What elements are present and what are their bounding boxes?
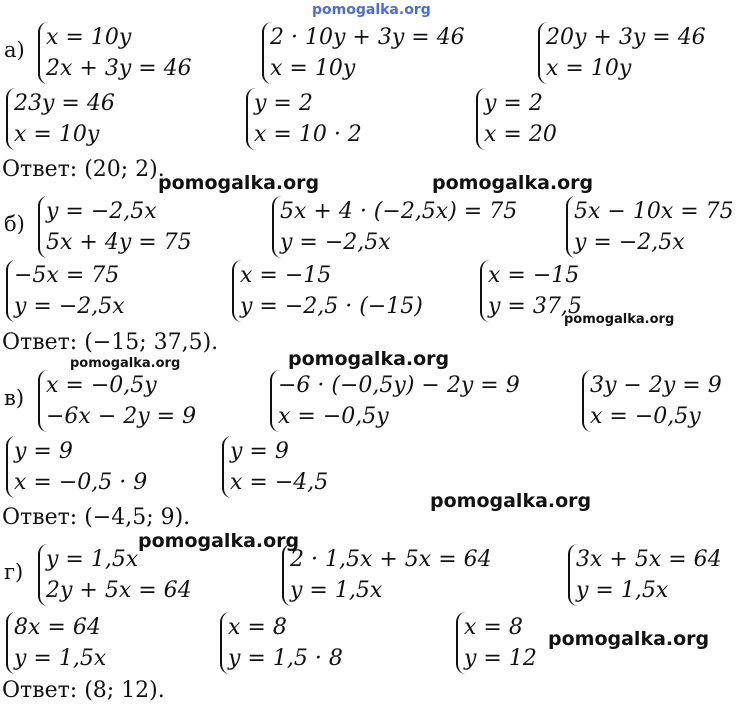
part-a-system-4	[6, 88, 115, 150]
equation: y = 1,5x	[46, 547, 139, 572]
part-d-system-3	[568, 544, 722, 606]
part-b-system-4	[6, 260, 125, 322]
part-d-system-4	[6, 612, 106, 674]
equation: y = −2,5x	[14, 294, 125, 319]
equation: y = −2,5 · (−15)	[240, 294, 423, 319]
part-a-label: а)	[4, 38, 25, 62]
equation: 23y = 46	[14, 91, 115, 116]
equation: x = 10 · 2	[254, 122, 362, 147]
watermark-top: pomogalka.org	[312, 2, 431, 18]
part-c-system-1	[38, 370, 196, 432]
watermark: pomogalka.org	[158, 172, 320, 194]
equation: x = −0,5 · 9	[14, 470, 148, 495]
watermark: pomogalka.org	[548, 628, 710, 650]
part-c-answer: Ответ: (−4,5; 9).	[2, 505, 191, 530]
equation: x = 10y	[546, 56, 632, 81]
equation: 3y − 2y = 9	[590, 373, 722, 398]
part-d-answer: Ответ: (8; 12).	[2, 678, 165, 703]
part-d-system-2	[282, 544, 492, 606]
equation: 2 · 10y + 3y = 46	[270, 25, 465, 50]
equation: −6x − 2y = 9	[46, 404, 197, 429]
equation: x = 10y	[270, 56, 356, 81]
equation: 5x + 4 · (−2,5x) = 75	[280, 199, 518, 224]
part-b-system-1	[38, 196, 192, 258]
equation: 20y + 3y = 46	[546, 25, 706, 50]
equation: y = 1,5x	[290, 578, 383, 603]
equation: y = −2,5x	[46, 199, 157, 224]
equation: x = 10y	[46, 25, 132, 50]
watermark: pomogalka.org	[288, 348, 450, 370]
part-d-label: г)	[4, 560, 24, 584]
equation: y = 12	[464, 646, 537, 671]
equation: y = 1,5 · 8	[228, 646, 343, 671]
part-b-answer: Ответ: (−15; 37,5).	[2, 330, 219, 355]
equation: y = 1,5x	[576, 578, 669, 603]
equation: y = 2	[484, 91, 543, 116]
equation: x = 8	[464, 615, 523, 640]
part-d-system-5	[220, 612, 343, 674]
part-a-system-3	[538, 22, 706, 84]
equation: 5x + 4y = 75	[46, 230, 192, 255]
watermark: pomogalka.org	[138, 530, 300, 552]
equation: y = 37,5	[488, 294, 582, 319]
equation: y = −2,5x	[280, 230, 391, 255]
equation: y = 9	[14, 439, 73, 464]
part-c-system-2	[270, 370, 520, 432]
part-b-label: б)	[4, 212, 25, 236]
equation: x = 8	[228, 615, 287, 640]
part-d-system-1	[38, 544, 192, 606]
equation: x = −15	[240, 263, 332, 288]
part-b-system-5	[232, 260, 423, 322]
equation: x = −4,5	[230, 470, 329, 495]
equation: y = 2	[254, 91, 313, 116]
part-c-system-5	[222, 436, 328, 498]
part-b-system-2	[272, 196, 517, 258]
equation: x = −0,5y	[46, 373, 157, 398]
equation: x = −0,5y	[278, 404, 389, 429]
part-d-system-6	[456, 612, 537, 674]
watermark: pomogalka.org	[432, 172, 594, 194]
part-b-system-3	[566, 196, 734, 258]
part-a-system-1	[38, 22, 192, 84]
part-a-system-6	[476, 88, 557, 150]
equation: x = −15	[488, 263, 580, 288]
part-c-system-3	[582, 370, 722, 432]
equation: 2x + 3y = 46	[46, 56, 192, 81]
part-c-label: в)	[4, 386, 25, 410]
watermark: pomogalka.org	[564, 312, 675, 327]
part-a-answer: Ответ: (20; 2).	[2, 157, 165, 182]
equation: y = −2,5x	[574, 230, 685, 255]
part-a-system-2	[262, 22, 465, 84]
equation: 3x + 5x = 64	[576, 547, 722, 572]
equation: y = 9	[230, 439, 289, 464]
equation: 5x − 10x = 75	[574, 199, 734, 224]
equation: x = 20	[484, 122, 557, 147]
equation: 2 · 1,5x + 5x = 64	[290, 547, 492, 572]
watermark: pomogalka.org	[70, 356, 181, 371]
equation: 8x = 64	[14, 615, 101, 640]
watermark: pomogalka.org	[430, 490, 592, 512]
equation: x = −0,5y	[590, 404, 701, 429]
equation: y = 1,5x	[14, 646, 107, 671]
part-c-system-4	[6, 436, 147, 498]
part-a-system-5	[246, 88, 362, 150]
equation: 2y + 5x = 64	[46, 578, 192, 603]
equation: −5x = 75	[14, 263, 120, 288]
equation: −6 · (−0,5y) − 2y = 9	[278, 373, 520, 398]
equation: x = 10y	[14, 122, 100, 147]
